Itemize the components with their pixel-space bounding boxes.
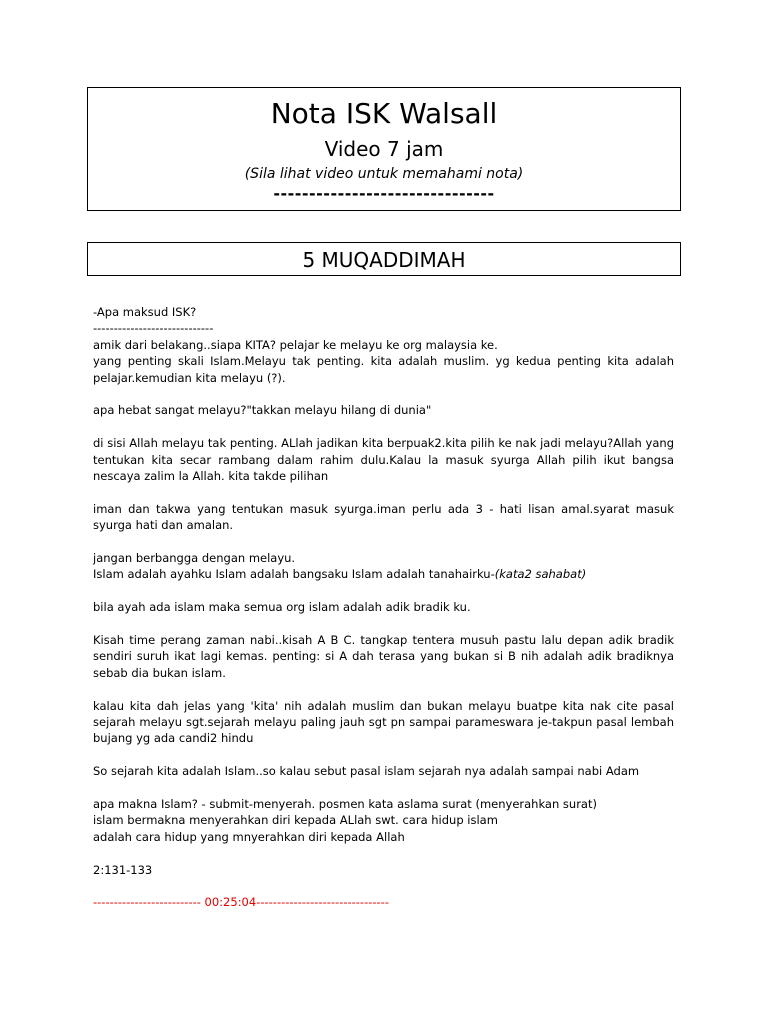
title-divider: -------------------------------: [273, 184, 495, 203]
paragraph-5-line-1: jangan berbangga dengan melayu.: [93, 551, 296, 566]
title-box: [87, 87, 681, 211]
timestamp-line: -------------------------- 00:25:04--------------------------------: [93, 895, 389, 910]
paragraph-10-line-3: adalah cara hidup yang mnyerahkan diri kepada Allah: [93, 829, 405, 844]
paragraph-8: kalau kita dah jelas yang 'kita' nih adalah muslim dan bukan melayu buatpe kita nak cite pasal sejarah melayu sgt.sejarah melayu paling jauh sgt pn sampai parameswara je-takpun pasal lembah bujang yg ada candi2 hindu: [93, 698, 674, 746]
question-rule: -----------------------------: [93, 321, 214, 336]
paragraph-10-line-2: islam bermakna menyerahkan diri kepada ALlah swt. cara hidup islam: [93, 813, 498, 828]
paragraph-6: bila ayah ada islam maka semua org islam adalah adik bradik ku.: [93, 600, 471, 615]
verse-reference: 2:131-133: [93, 862, 153, 877]
quote-text: Islam adalah ayahku Islam adalah bangsaku Islam adalah tanahairku-: [93, 567, 495, 582]
paragraph-1-line-1: amik dari belakang..siapa KITA? pelajar ke melayu ke org malaysia ke.: [93, 337, 498, 352]
paragraph-9: So sejarah kita adalah Islam..so kalau sebut pasal islam sejarah nya adalah sampai nabi Adam: [93, 764, 640, 779]
paragraph-4: iman dan takwa yang tentukan masuk syurga.iman perlu ada 3 - hati lisan amal.syarat masuk syurga hati dan amalan.: [93, 501, 674, 533]
paragraph-7: Kisah time perang zaman nabi..kisah A B C. tangkap tentera musuh pastu lalu depan adik bradik sendiri suruh ikat lagi kemas. penting: si A dah terasa yang bukan si B nih adalah adik bradiknya sebab dia bukan islam.: [93, 633, 674, 680]
document-subtitle: Video 7 jam: [324, 137, 444, 161]
question-line: -Apa maksud ISK?: [93, 305, 197, 319]
document-title: Nota ISK Walsall: [270, 97, 498, 130]
paragraph-3: di sisi Allah melayu tak penting. ALlah jadikan kita berpuak2.kita pilih ke nak jadi melayu?Allah yang tentukan kita secar rambang dalam rahim dulu.Kalau la masuk syurga Allah pilih ikut bangsa nescaya zalim la Allah. kita takde pilihan: [93, 436, 674, 484]
paragraph-5-line-2: [93, 566, 674, 582]
paragraph-1-line-2: yang penting skali Islam.Melayu tak penting. kita adalah muslim. yg kedua penting kita adalah pelajar.kemudian kita melayu (?).: [93, 354, 674, 385]
paragraph-2: apa hebat sangat melayu?"takkan melayu hilang di dunia": [93, 403, 432, 418]
quote-attribution: (kata2 sahabat): [494, 567, 587, 582]
paragraph-10-line-1: apa makna Islam? - submit-menyerah. posmen kata aslama surat (menyerahkan surat): [93, 797, 597, 812]
section-heading: 5 MUQADDIMAH: [87, 242, 681, 276]
document-note: (Sila lihat video untuk memahami nota): [244, 166, 524, 182]
notes-body: [93, 304, 674, 911]
